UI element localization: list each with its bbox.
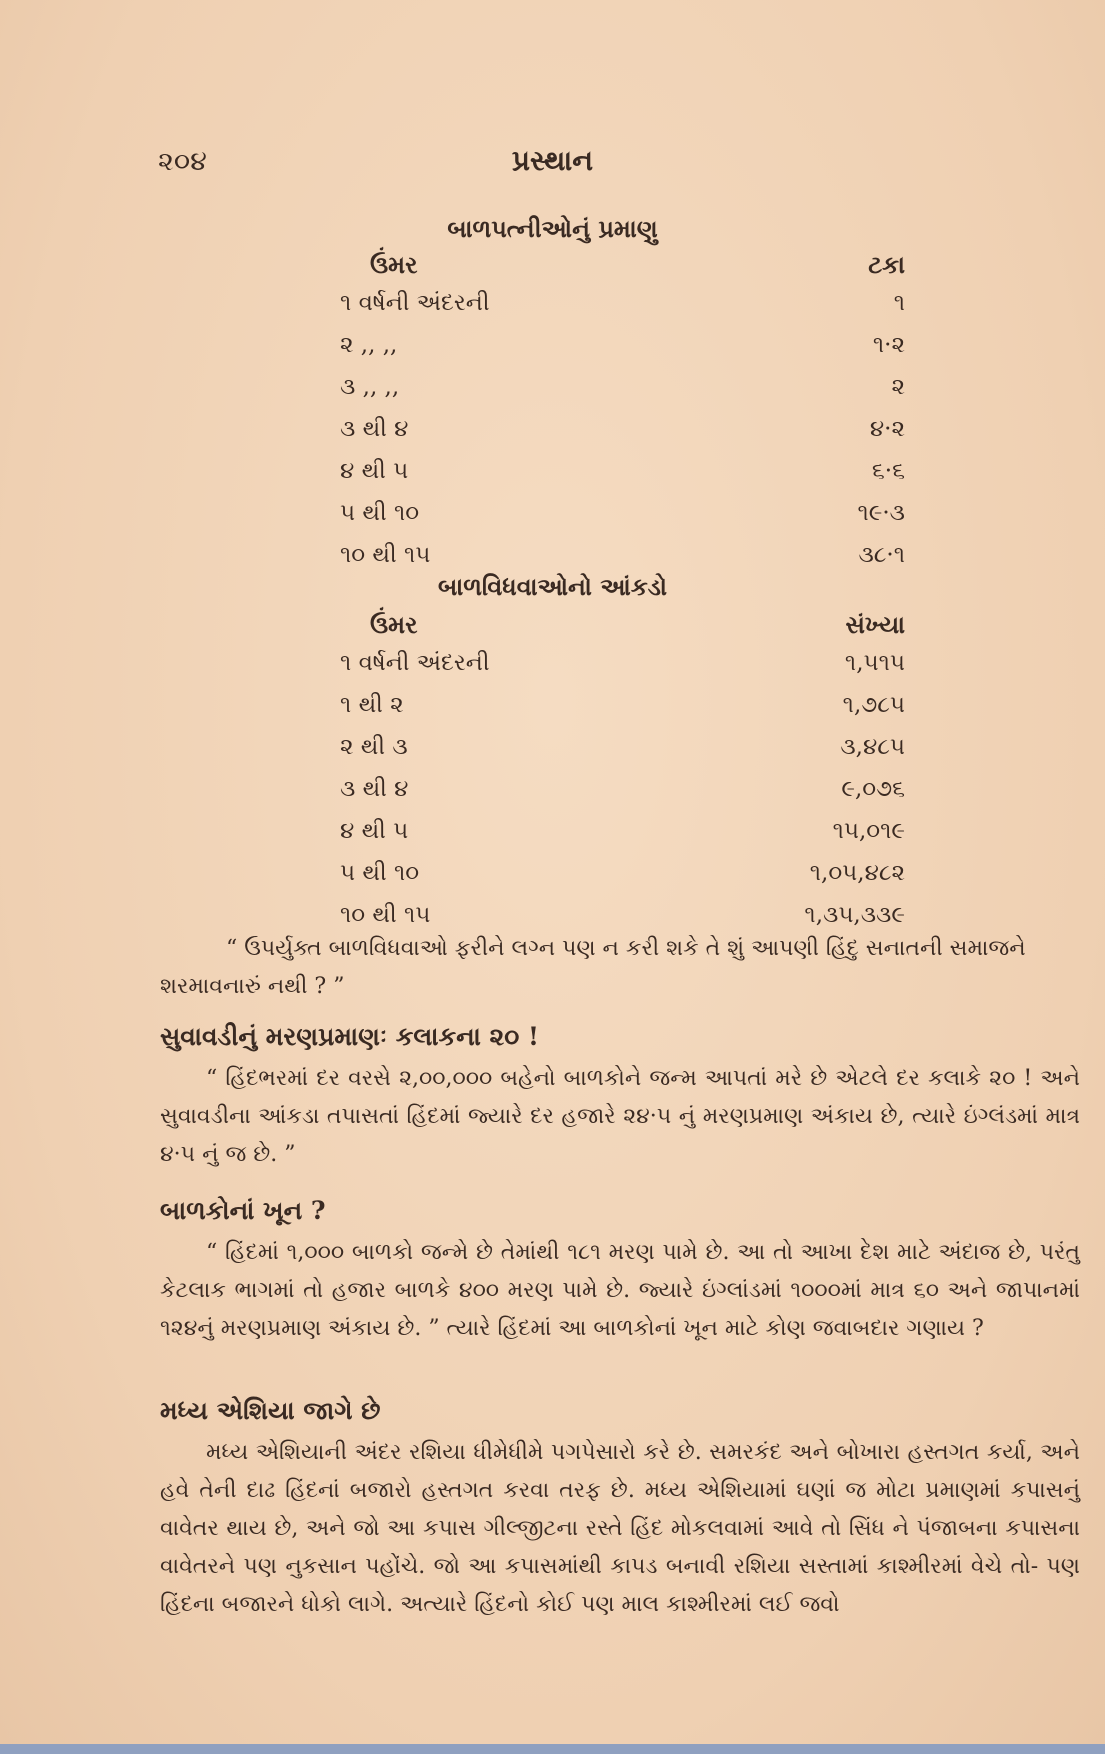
section-heading-maternal-mortality: સુવાવડીનું મરણપ્રમાણઃ કલાકના ૨૦ ! bbox=[160, 1022, 539, 1051]
table-row: ૪ થી ૫ ૬·૬ bbox=[340, 458, 905, 484]
column-header-count: સંખ્યા bbox=[845, 610, 905, 639]
table-row: ૧ થી ૨ ૧,૭૮૫ bbox=[340, 692, 905, 718]
table-row: ૧ વર્ષની અંદરની ૧,૫૧૫ bbox=[340, 650, 905, 676]
column-header-age: ઉંમર bbox=[370, 250, 418, 279]
column-header-age: ઉંમર bbox=[370, 610, 418, 639]
running-title: પ્રસ્થાન bbox=[511, 144, 594, 177]
table-row: ૪ થી ૫ ૧૫,૦૧૯ bbox=[340, 818, 905, 844]
table-row: ૩ થી ૪ ૯,૦૭૬ bbox=[340, 776, 905, 802]
section-heading-child-blood: બાળકોનાં ખૂન ? bbox=[160, 1196, 326, 1225]
scan-edge-strip bbox=[0, 1744, 1105, 1754]
table-row: ૧૦ થી ૧૫ ૧,૩૫,૩૩૯ bbox=[340, 902, 905, 928]
paragraph-maternal-mortality: “ હિંદભરમાં દર વરસે ૨,૦૦,૦૦૦ બહેનો બાળકોને જન્મ આપતાં મરે છે એટલે દર કલાકે ૨૦ ! અને સુવાવડીના આંકડા તપાસતાં હિંદમાં જ્યારે દર હજારે ૨૪·૫ નું મરણપ્રમાણ અંકાય છે, ત્યારે ઇંગ્લંડમાં માત્ર ૪·૫ નું જ છે. ” bbox=[160, 1066, 1080, 1167]
quote-widows: “ ઉપર્યુક્ત બાળવિધવાઓ ફરીને લગ્ન પણ ન કરી શકે તે શું આપણી હિંદુ સનાતની સમાજને શરમાવનારું નથી ? ” bbox=[160, 936, 1026, 999]
table-title-child-widows: બાળવિધવાઓનો આંકડો bbox=[438, 572, 667, 601]
paragraph-central-asia: મધ્ય એશિયાની અંદર રશિયા ધીમેધીમે પગપેસારો કરે છે. સમરકંદ અને બોખારા હસ્તગત કર્યા, અને હવે તેની દાઢ હિંદનાં બજારો હસ્તગત કરવા તરફ છે. મધ્ય એશિયામાં ઘણાં જ મોટા પ્રમાણમાં કપાસનું વાવેતર થાય છે, અને જો આ કપાસ ગીલ્જીટના રસ્તે હિંદ મોકલવામાં આવે તો સિંધ ને પંજાબના કપાસના વાવેતરને પણ નુકસાન પહોંચે. જો આ કપાસમાંથી કાપડ બનાવી રશિયા સસ્તામાં કાશ્મીરમાં વેચે તો- પણ હિંદના બજારને ધોકો લાગે. અત્યારે હિંદનો કોઈ પણ માલ કાશ્મીરમાં લઈ જવો bbox=[160, 1440, 1080, 1617]
page-number: ૨૦૪ bbox=[158, 146, 207, 177]
table-row: ૫ થી ૧૦ ૧,૦૫,૪૮૨ bbox=[340, 860, 905, 886]
table-row: ૨ ,, ,, ૧·૨ bbox=[340, 332, 905, 358]
table-row: ૫ થી ૧૦ ૧૯·૩ bbox=[340, 500, 905, 526]
table-row: ૩ થી ૪ ૪·૨ bbox=[340, 416, 905, 442]
table-row: ૧ વર્ષની અંદરની ૧ bbox=[340, 290, 905, 316]
table-title-child-wives: બાળપત્નીઓનું પ્રમાણુ bbox=[447, 214, 658, 243]
paragraph-child-mortality: “ હિંદમાં ૧,૦૦૦ બાળકો જન્મે છે તેમાંથી ૧૮૧ મરણ પામે છે. આ તો આખા દેશ માટે અંદાજ છે, પરંતુ કેટલાક ભાગમાં તો હજાર બાળકે ૪૦૦ મરણ પામે છે. જ્યારે ઇંગ્લાંડમાં ૧૦૦૦માં માત્ર ૬૦ અને જાપાનમાં ૧૨૪નું મરણપ્રમાણ અંકાય છે. ” ત્યારે હિંદમાં આ બાળકોનાં ખૂન માટે કોણ જવાબદાર ગણાય ? bbox=[160, 1240, 1080, 1341]
table-row: ૩ ,, ,, ૨ bbox=[340, 374, 905, 400]
table-row: ૧૦ થી ૧૫ ૩૮·૧ bbox=[340, 542, 905, 568]
section-heading-central-asia: મધ્ય એશિયા જાગે છે bbox=[160, 1396, 381, 1425]
column-header-percent: ટકા bbox=[868, 250, 905, 279]
table-row: ૨ થી ૩ ૩,૪૮૫ bbox=[340, 734, 905, 760]
